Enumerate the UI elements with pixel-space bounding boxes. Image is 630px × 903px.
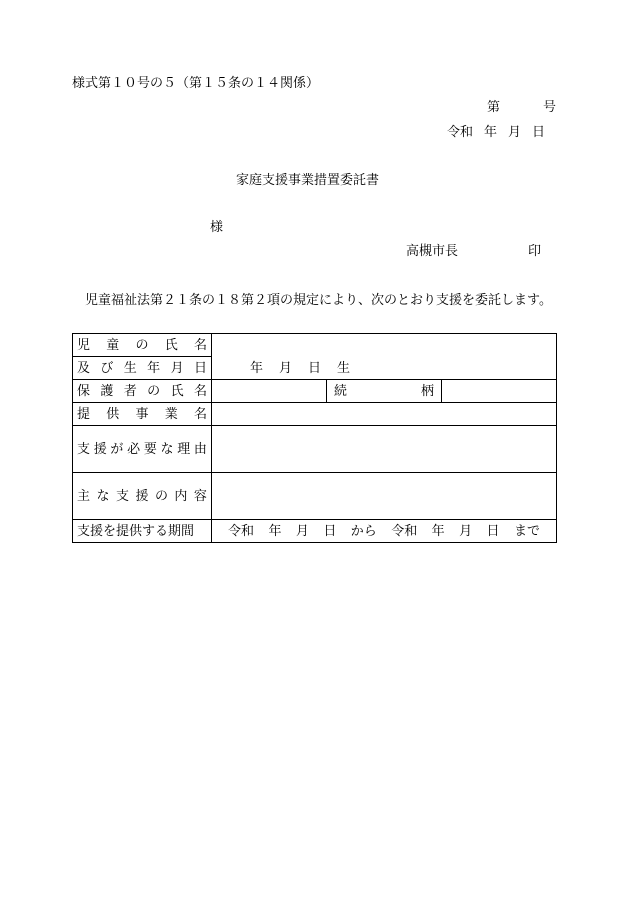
date-year: 年 — [484, 125, 498, 140]
child-name-birth-field[interactable] — [212, 334, 557, 380]
label-char: の — [154, 488, 168, 504]
label-char: 容 — [193, 488, 207, 504]
form-number: 様式第１０号の５（第１５条の１４関係） — [72, 76, 320, 91]
label-char: 児 — [77, 337, 91, 353]
label-char: の — [147, 383, 161, 399]
label-char: が — [110, 441, 124, 457]
label-char: 業 — [164, 406, 178, 422]
doc-number-prefix: 第 — [487, 100, 501, 115]
period-label: 支援を提供する期間 — [73, 520, 212, 543]
birth-suffix: 生 — [337, 361, 351, 376]
guardian-name-label — [73, 380, 212, 403]
birth-month-unit: 月 — [279, 361, 293, 376]
relation-field[interactable] — [442, 380, 557, 403]
reason-field[interactable] — [212, 426, 557, 473]
issue-date — [447, 126, 545, 139]
period-part: 日 — [323, 523, 337, 539]
seal-mark: 印 — [528, 244, 542, 259]
period-part: 年 — [268, 523, 282, 539]
period-part: まで — [513, 523, 540, 539]
addressee-suffix: 様 — [210, 220, 224, 235]
birth-day-unit: 日 — [308, 361, 322, 376]
label-char: 理 — [177, 441, 191, 457]
label-char: 提 — [77, 406, 91, 422]
period-part: 月 — [295, 523, 309, 539]
reason-label — [73, 426, 212, 473]
label-char: 内 — [174, 488, 188, 504]
period-part: 日 — [486, 523, 500, 539]
label-char: 氏 — [170, 383, 184, 399]
label-char: 援 — [135, 488, 149, 504]
label-char: 生 — [123, 360, 137, 376]
label-char: 童 — [106, 337, 120, 353]
provider-label — [73, 403, 212, 426]
body-text: 児童福祉法第２１条の１８第２項の規定により、次のとおり支援を委託します。 — [85, 293, 552, 308]
label-char: 名 — [193, 337, 207, 353]
provider-field[interactable] — [212, 403, 557, 426]
label-char: 柄 — [420, 383, 434, 399]
label-char: 月 — [170, 360, 184, 376]
support-content-field[interactable] — [212, 473, 557, 520]
label-char: 日 — [193, 360, 207, 376]
label-char: 保 — [77, 383, 91, 399]
period-part: から — [350, 523, 377, 539]
label-char: 由 — [193, 441, 207, 457]
label-char: 事 — [135, 406, 149, 422]
label-char: な — [96, 488, 110, 504]
birth-date-value — [216, 362, 552, 375]
child-name-label — [73, 334, 212, 357]
doc-number-suffix: 号 — [543, 100, 557, 115]
period-part: 令和 — [228, 523, 255, 539]
issuer-name: 高槻市長 — [406, 244, 459, 259]
date-day: 日 — [532, 125, 546, 140]
label-char: 支 — [77, 441, 91, 457]
label-char: 必 — [127, 441, 141, 457]
label-char: 主 — [77, 488, 91, 504]
label-char: 続 — [334, 383, 348, 399]
label-char: 者 — [123, 383, 137, 399]
birth-date-label — [73, 357, 212, 380]
relation-label — [327, 380, 442, 403]
birth-year-unit: 年 — [250, 361, 264, 376]
support-content-label — [73, 473, 212, 520]
label-char: 護 — [100, 383, 114, 399]
label-char: び — [100, 360, 114, 376]
document-title: 家庭支援事業措置委託書 — [236, 173, 380, 188]
label-char: 氏 — [164, 337, 178, 353]
date-era: 令和 — [447, 125, 474, 140]
label-char: 供 — [106, 406, 120, 422]
period-part: 月 — [459, 523, 473, 539]
label-char: 支 — [115, 488, 129, 504]
issuer — [406, 245, 541, 258]
date-month: 月 — [508, 125, 522, 140]
label-char: 援 — [93, 441, 107, 457]
period-field[interactable] — [212, 520, 557, 543]
label-char: な — [160, 441, 174, 457]
period-part: 年 — [431, 523, 445, 539]
label-char: の — [135, 337, 149, 353]
label-char: 年 — [147, 360, 161, 376]
label-char: 名 — [193, 406, 207, 422]
label-char: 及 — [77, 360, 91, 376]
guardian-name-field[interactable] — [212, 380, 327, 403]
label-char: 名 — [193, 383, 207, 399]
consignment-table — [72, 333, 557, 543]
label-char: 要 — [143, 441, 157, 457]
document-number — [487, 101, 556, 114]
period-part: 令和 — [391, 523, 418, 539]
